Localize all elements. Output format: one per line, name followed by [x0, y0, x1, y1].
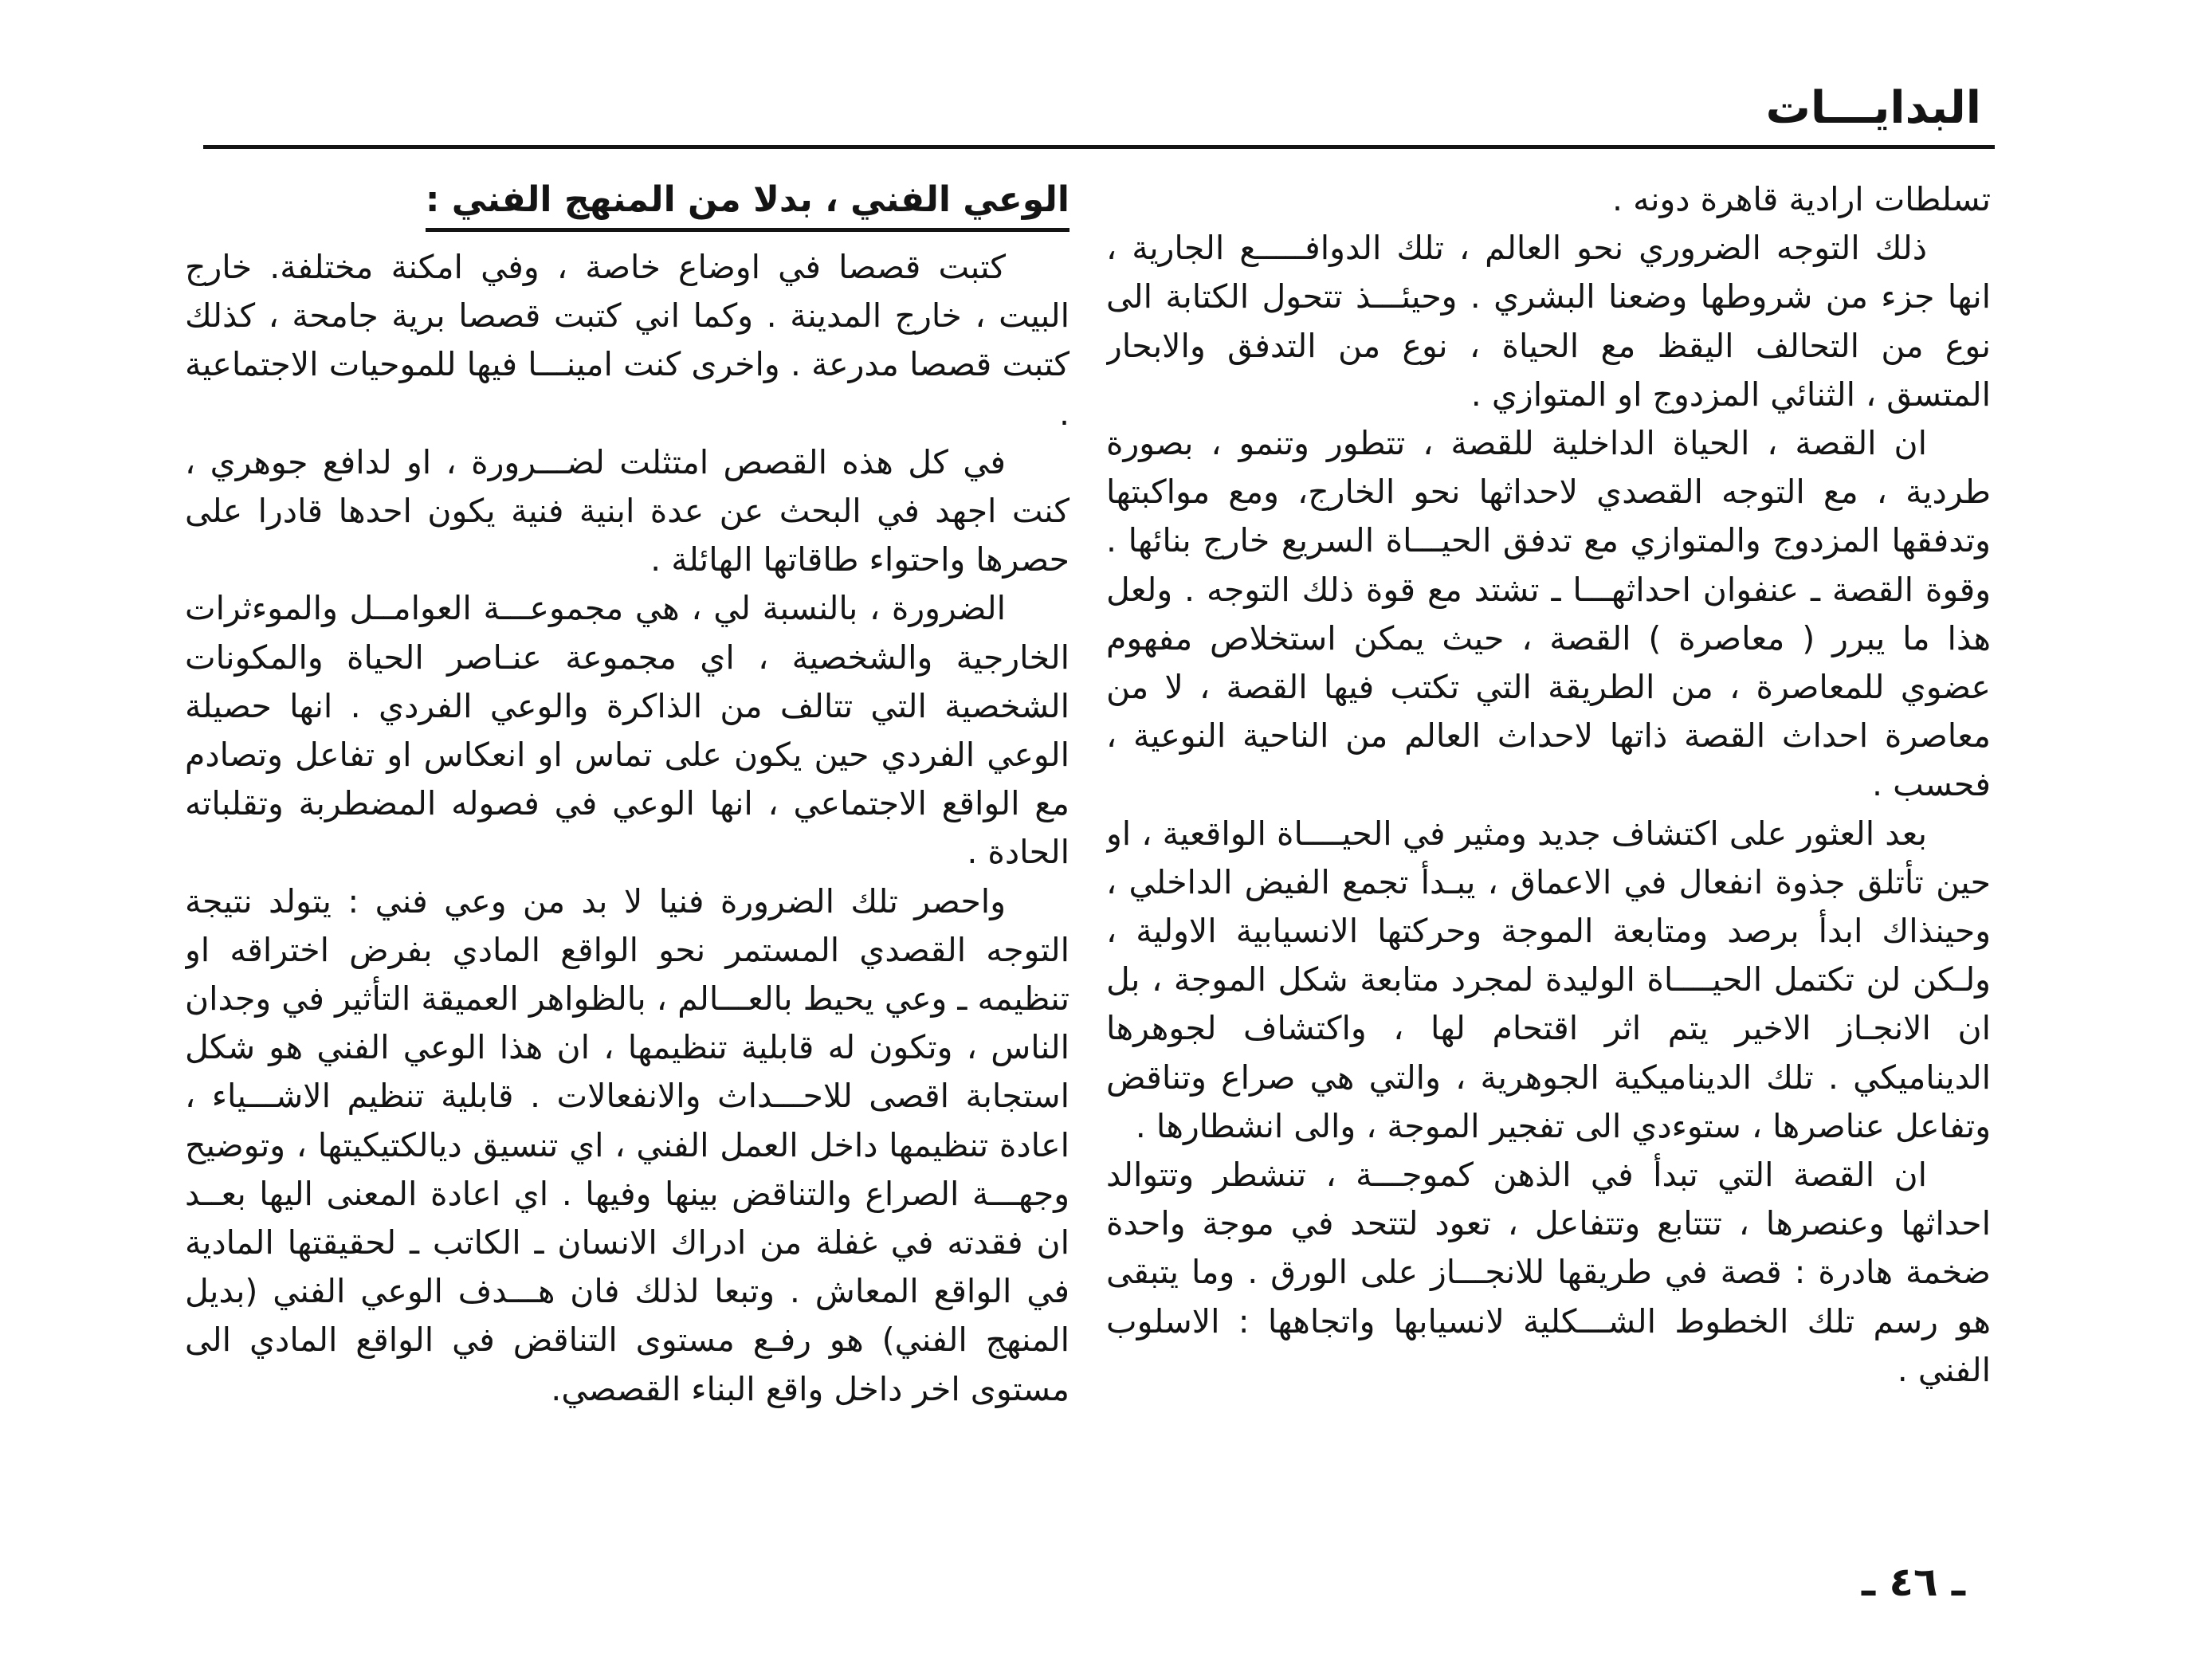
- section-title: الوعي الفني ، بدلا من المنهج الفني :: [426, 175, 1069, 232]
- paragraph: الضرورة ، بالنسبة لي ، هي مجموعـــة العوامــل والموءثرات الخارجية والشخصية ، اي مجموعة عنـاصر الحياة والمكونات الشخصية التي تتالف من الذاكرة والوعي الفردي . انها حصيلة الوعي الفردي حين يكون على تماس او انعكاس او تفاعل وتصادم مع الواقع الاجتماعي ، انها الوعي في فصوله المضطربة وتقلباته الحادة .: [185, 589, 1069, 872]
- paragraph: تسلطات ارادية قاهرة دونه .: [1612, 180, 1991, 218]
- header-rule: [203, 145, 1995, 149]
- paragraph: ان القصة التي تبدأ في الذهن كموجـــة ، تنشطر وتتوالد احداثها وعنصرها ، تتتابع وتتفاعل ، تعود لتتحد في موجة واحدة ضخمة هادرة : قصة في طريقها للانجـــاز على الورق . وما يتبقى هو رسم تلك الخطوط الشـــكلية لانسيابها واتجاهها : الاسلوب الفني .: [1106, 1156, 1991, 1389]
- running-head-title: البدايـــات: [1765, 82, 1981, 134]
- left-column: [185, 175, 1069, 1538]
- paragraph: واحصر تلك الضرورة فنيا لا بد من وعي فني : يتولد نتيجة التوجه القصدي المستمر نحو الواقع المادي بفرض اختراقه او تنظيمه ـ وعي يحيط بالعـــالم ، بالظواهر العميقة التأثير في وجدان الناس ، وتكون له قابلية تنظيمها ، ان هذا الوعي الفني هو شكل استجابة اقصى للاحـــداث والانفعالات . قابلية تنظيم الاشـــياء ، اعادة تنظيمها داخل العمل الفني ، اي تنسيق ديالكتيكيتها ، وتوضيح وجهـــة الصراع والتناقض بينها وفيها . اي اعادة المعنى اليها بعــد ان فقدته في غفلة من ادراك الانسان ـ الكاتب ـ لحقيقتها المادية في الواقع المعاش . وتبعا لذلك فان هـــدف الوعي الفني (بديل المنهج الفني) هو رفـع مستوى التناقض في الواقع المادي الى مستوى اخر داخل واقع البناء القصصي.: [185, 881, 1069, 1408]
- page-number: ـ ٤٦ ـ: [1861, 1559, 1965, 1605]
- paragraph: ان القصة ، الحياة الداخلية للقصة ، تتطور وتنمو ، بصورة طردية ، مع التوجه القصدي لاحداثها نحو الخارج، ومع مواكبتها وتدفقها المزدوج والمتوازي مع تدفق الحيـــاة السريع خارج بنائها . وقوة القصة ـ عنفوان احداثهـــا ـ تشتد مع قوة ذلك التوجه . ولعل هذا ما يبرر ( معاصرة ) القصة ، حيث يمكن استخلاص مفهوم عضوي للمعاصرة ، من الطريقة التي تكتب فيها القصة ، لا من معاصرة احداث القصة ذاتها لاحداث العالم من الناحية النوعية ، فحسب .: [1106, 424, 1991, 804]
- paragraph: كتبت قصصا في اوضاع خاصة ، وفي امكنة مختلفة. خارج البيت ، خارج المدينة . وكما اني كتبت قصصا برية جامحة ، كذلك كتبت قصصا مدرعة . واخرى كنت امينـــا فيها للموحيات الاجتماعية .: [185, 248, 1069, 433]
- right-column: [1106, 175, 1991, 1538]
- paragraph: ذلك التوجه الضروري نحو العالم ، تلك الدوافـــــع الجارية ، انها جزء من شروطها وضعنا البشري . وحيئـــذ تتحول الكتابة الى نوع من التحالف اليقظ مع الحياة ، نوع من التدفق والابحار المتسق ، الثنائي المزدوج او المتوازي .: [1106, 229, 1991, 414]
- paragraph: في كل هذه القصص امتثلت لضـــرورة ، او لدافع جوهري ، كنت اجهد في البحث عن عدة ابنية فنية يكون احدها قادرا على حصرها واحتواء طاقاتها الهائلة .: [185, 442, 1069, 579]
- paragraph: بعد العثور على اكتشاف جديد ومثير في الحيــــاة الواقعية ، او حين تأتلق جذوة انفعال في الاعماق ، يبـدأ تجمع الفيض الداخلي ، وحينذاك ابدأ برصد ومتابعة الموجة وحركتها الانسيابية الاولية ، ولـكن لن تكتمل الحيــــاة الوليدة لمجرد متابعة شكل الموجة ، بل ان الانجـاز الاخير يتم اثر اقتحام لها ، واكتشاف لجوهرها الديناميكي . تلك الديناميكية الجوهرية ، والتي هي صراع وتناقض وتفاعل عناصرها ، ستوءدي الى تفجير الموجة ، والى انشطارها .: [1106, 814, 1991, 1145]
